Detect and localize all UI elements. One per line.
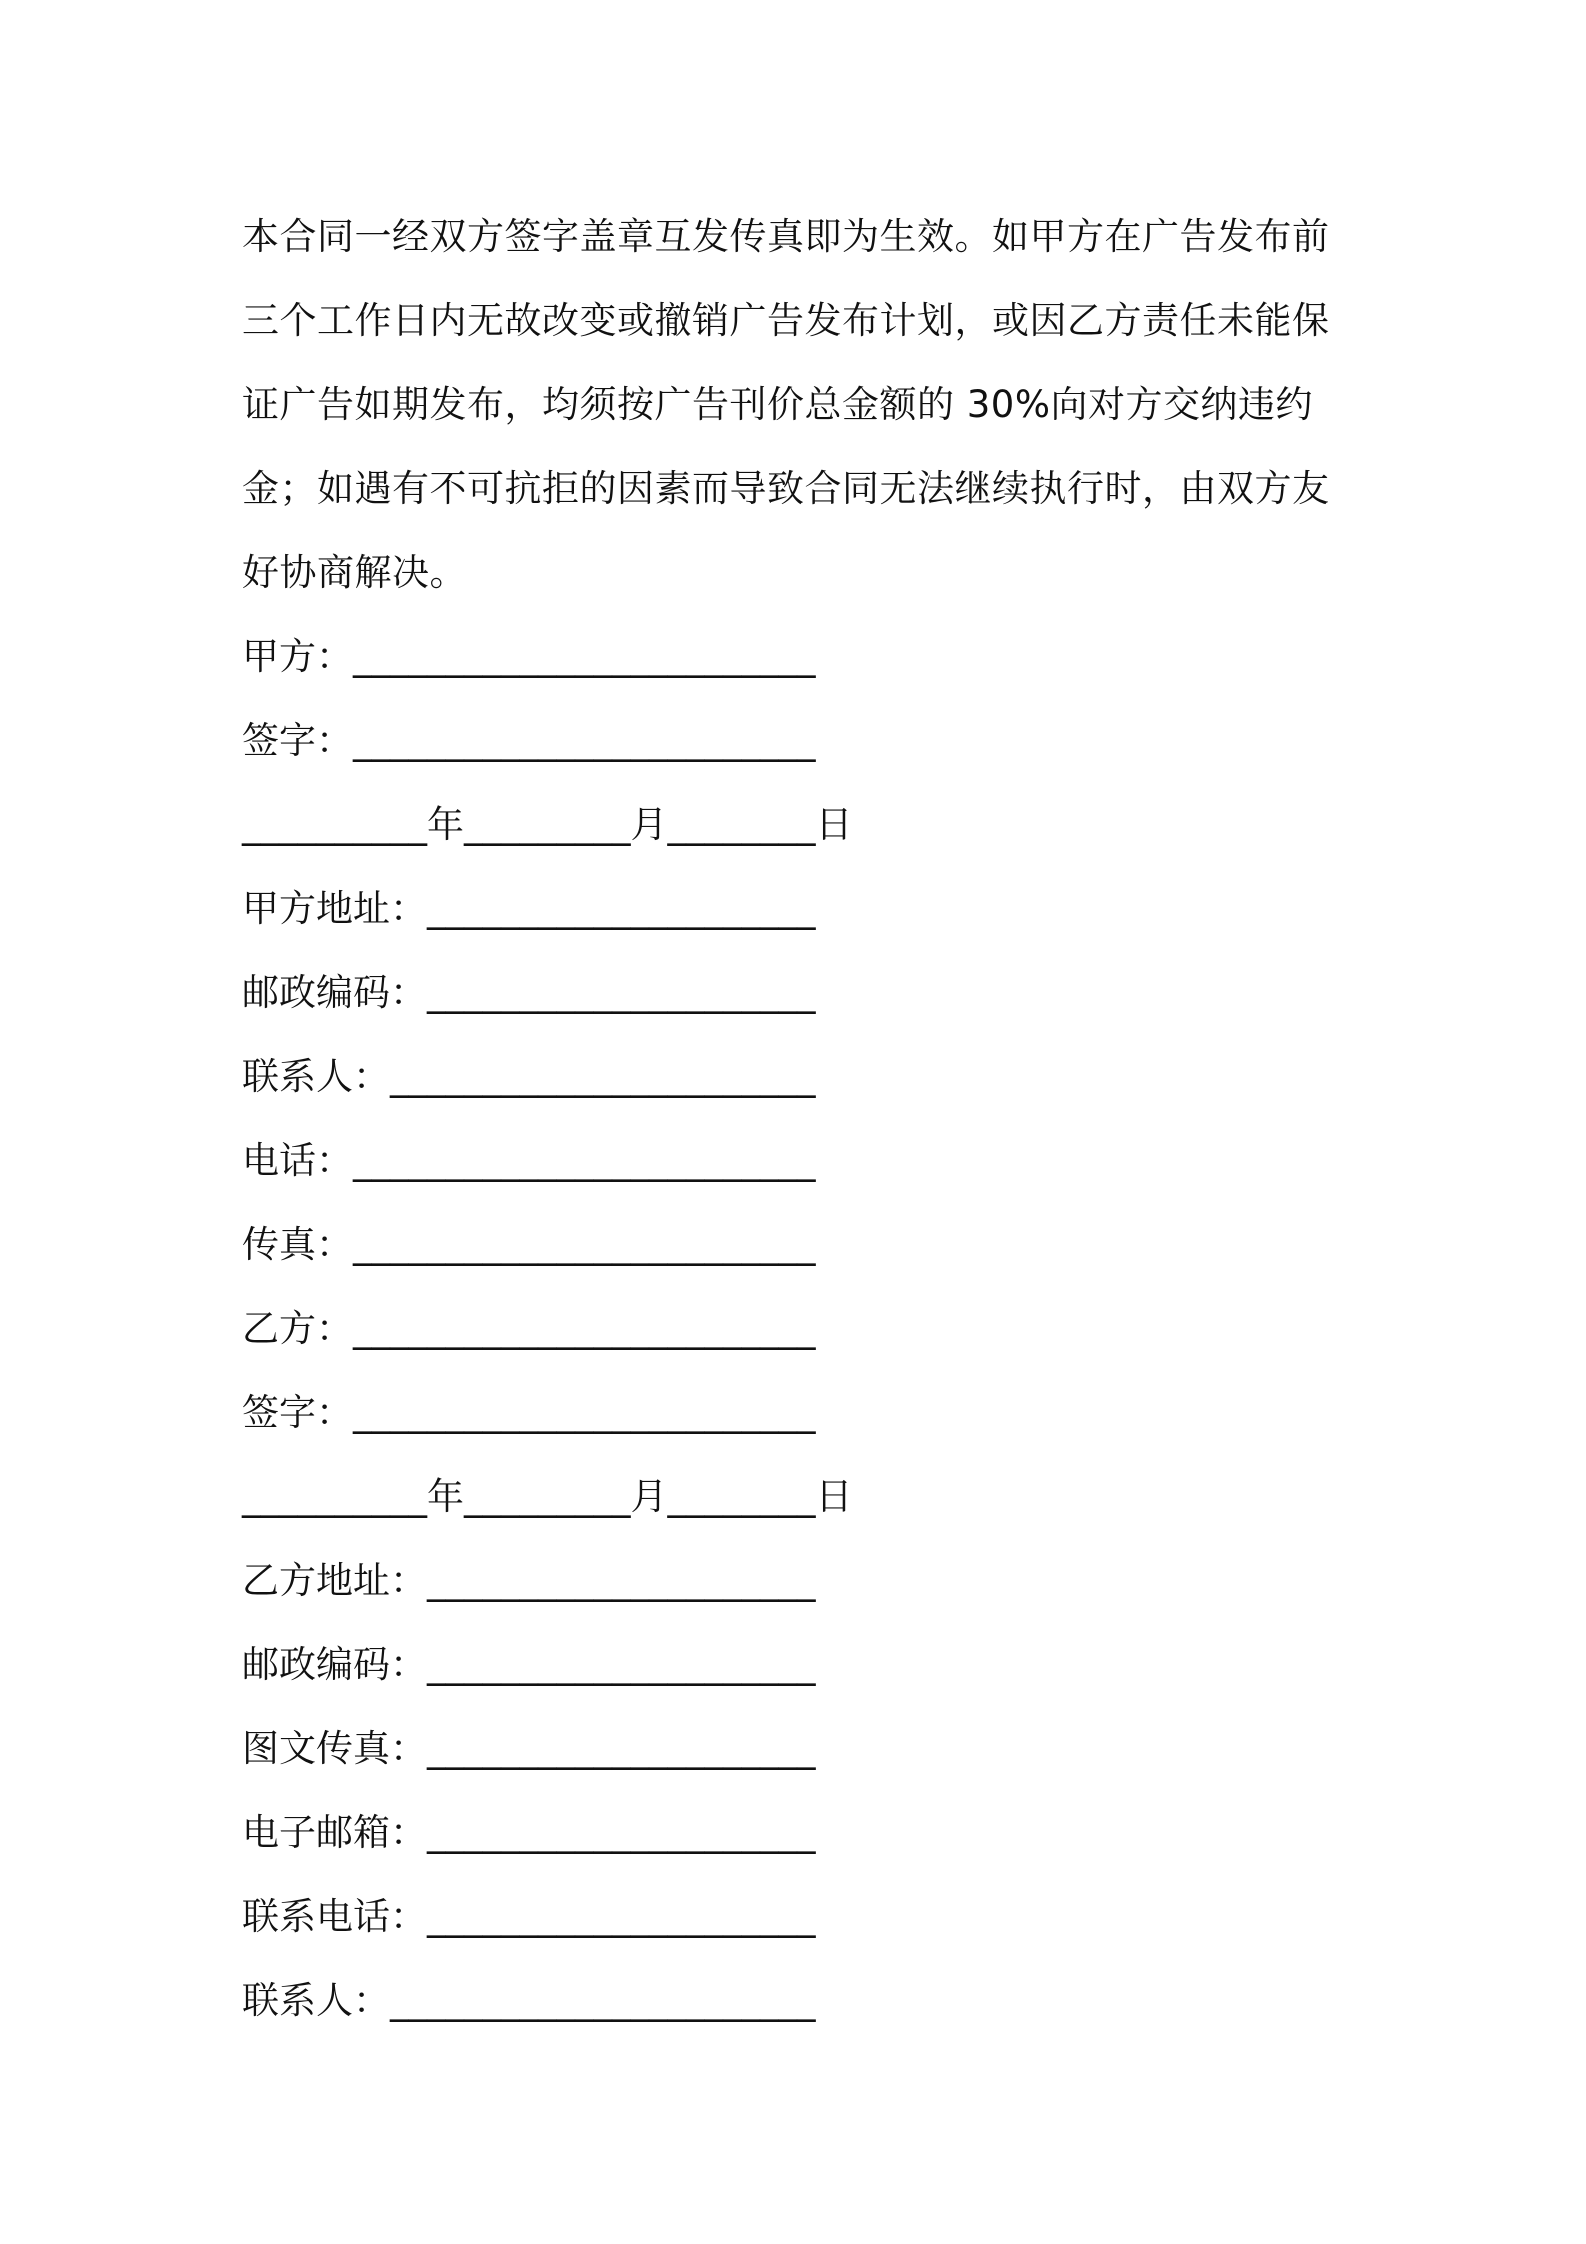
party-b-signature-line: 签字：_________________________ — [242, 1391, 816, 1434]
party-b-phone-line: 联系电话：_____________________ — [242, 1895, 816, 1938]
party-a-fax-line: 传真：_________________________ — [242, 1223, 816, 1266]
party-b-fax-line: 图文传真：_____________________ — [242, 1727, 816, 1770]
party-a-line: 甲方：_________________________ — [242, 635, 816, 678]
party-a-postcode-line: 邮政编码：_____________________ — [242, 971, 816, 1014]
party-b-line: 乙方：_________________________ — [242, 1307, 816, 1350]
party-a-phone-line: 电话：_________________________ — [242, 1139, 816, 1182]
party-b-email-line: 电子邮箱：_____________________ — [242, 1811, 816, 1854]
party-a-date-line: __________年_________月________日 — [242, 803, 853, 846]
party-b-postcode-line: 邮政编码：_____________________ — [242, 1643, 816, 1686]
party-b-date-line: __________年_________月________日 — [242, 1475, 853, 1518]
party-b-contact-line: 联系人：_______________________ — [242, 1979, 816, 2022]
party-a-signature-line: 签字：_________________________ — [242, 719, 816, 762]
party-b-address-line: 乙方地址：_____________________ — [242, 1559, 816, 1602]
party-a-contact-line: 联系人：_______________________ — [242, 1055, 816, 1098]
contract-paragraph: 本合同一经双方签字盖章互发传真即为生效。如甲方在广告发布前三个工作日内无故改变或撤销广告发布计划，或因乙方责任未能保证广告如期发布，均须按广告刊价总金额的 30%向对方交纳违约金；如遇有不可抗拒的因素而导致合同无法继续执行时，由双方友好协商解决。 — [242, 215, 1330, 594]
party-a-address-line: 甲方地址：_____________________ — [242, 887, 816, 930]
document-content — [242, 195, 1362, 2043]
